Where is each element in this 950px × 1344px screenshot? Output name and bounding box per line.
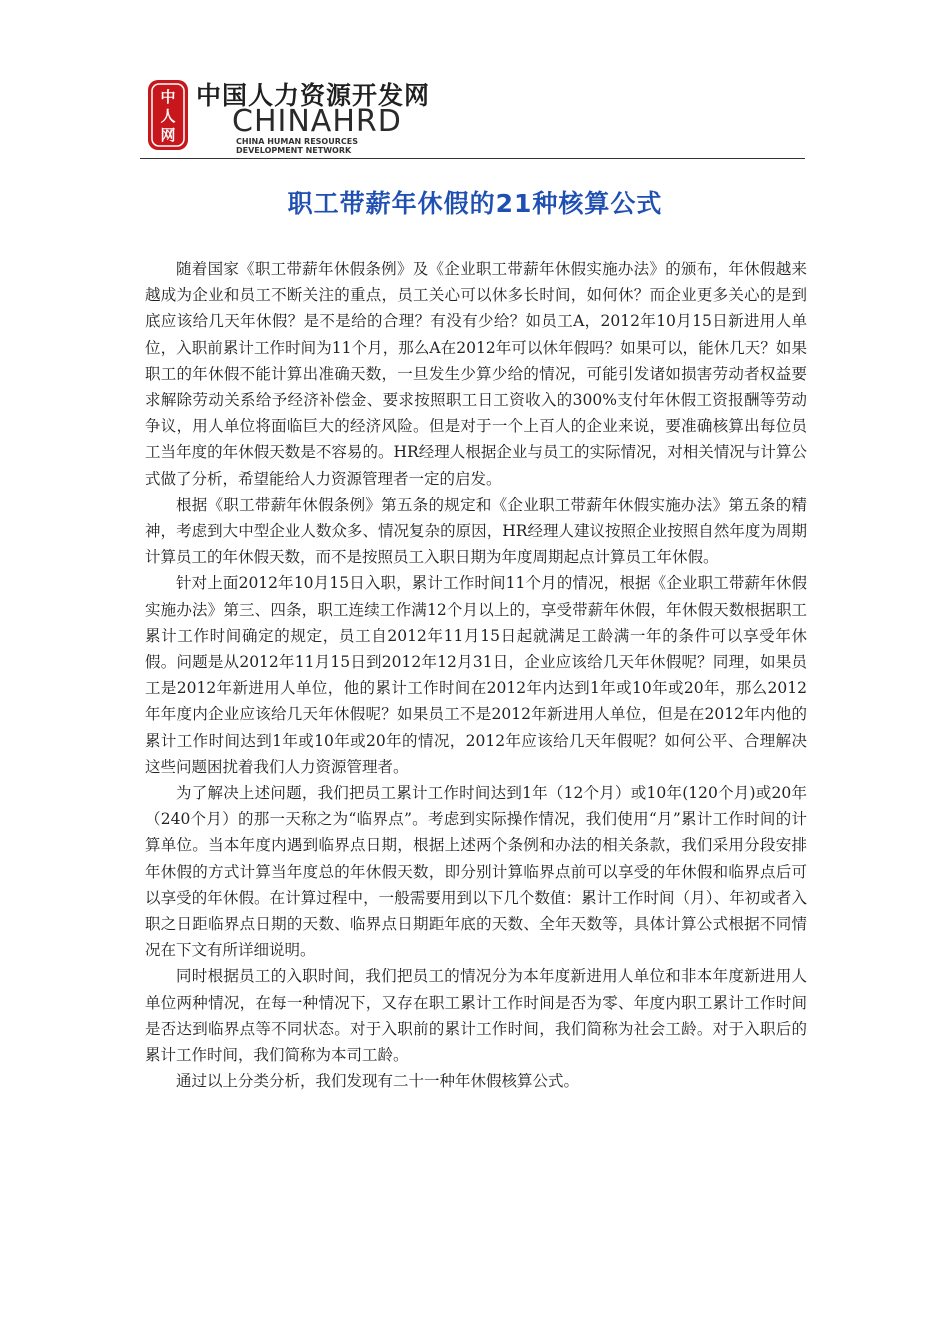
svg-text:中: 中	[160, 88, 176, 106]
paragraph-critical-point: 为了解决上述问题，我们把员工累计工作时间达到1年（12个月）或10年(120个月)或20年（240个月）的那一天称之为“临界点”。考虑到实际操作情况，我们使用“月”累计工作时间的计算单位。当本年度内遇到临界点日期，根据上述两个条例和办法的相关条款，我们采用分段安排年休假的方式计算当年度总的年休假天数，即分别计算临界点前可以享受的年休假和临界点后可以享受的年休假。在计算过程中，一般需要用到以下几个数值：累计工作时间（月）、年初或者入职之日距临界点日期的天数、临界点日期距年底的天数、全年天数等，具体计算公式根据不同情况在下文有所详细说明。	[145, 784, 807, 960]
paragraph-categories: 同时根据员工的入职时间，我们把员工的情况分为本年度新进用人单位和非本年度新进用人单位两种情况，在每一种情况下，又存在职工累计工作时间是否为零、年度内职工累计工作时间是否达到临界点等不同状态。对于入职前的累计工作时间，我们简称为社会工龄。对于入职后的累计工作时间，我们简称为本司工龄。	[145, 967, 807, 1065]
paragraph-regulation: 根据《职工带薪年休假条例》第五条的规定和《企业职工带薪年休假实施办法》第五条的精神，考虑到大中型企业人数众多、情况复杂的原因，HR经理人建议按照企业按照自然年度为周期计算员工的年休假天数，而不是按照员工入职日期为年度周期起点计算员工年休假。	[145, 495, 807, 567]
logo-english-name: CHINAHRD	[232, 104, 402, 139]
document-body	[145, 256, 807, 1095]
paragraph-conclusion: 通过以上分类分析，我们发现有二十一种年休假核算公式。	[176, 1072, 580, 1091]
page-header	[140, 70, 805, 159]
paragraph-intro: 随着国家《职工带薪年休假条例》及《企业职工带薪年休假实施办法》的颁布，年休假越来越成为企业和员工不断关注的重点，员工关心可以休多长时间，如何休？而企业更多关心的是到底应该给几天年休假？是不是给的合理？有没有少给？如员工A，2012年10月15日新进用人单位，入职前累计工作时间为11个月，那么A在2012年可以休年假吗？如果可以，能休几天？如果职工的年休假不能计算出准确天数，一旦发生少算少给的情况，可能引发诸如损害劳动者权益要求解除劳动关系给予经济补偿金、要求按照职工日工资收入的300%支付年休假工资报酬等劳动争议，用人单位将面临巨大的经济风险。但是对于一个上百人的企业来说，要准确核算出每位员工当年度的年休假天数是不容易的。HR经理人根据企业与员工的实际情况，对相关情况与计算公式做了分析，希望能给人力资源管理者一定的启发。	[145, 260, 807, 488]
logo-subtitle-line-2: DEVELOPMENT NETWORK	[236, 146, 352, 155]
paragraph-example: 针对上面2012年10月15日入职，累计工作时间11个月的情况，根据《企业职工带薪年休假实施办法》第三、四条，职工连续工作满12个月以上的，享受带薪年休假，年休假天数根据职工累计工作时间确定的规定，员工自2012年11月15日起就满足工龄满一年的条件可以享受年休假。问题是从2012年11月15日到2012年12月31日，企业应该给几天年休假呢？同理，如果员工是2012年新进用人单位，他的累计工作时间在2012年内达到1年或10年或20年，那么2012年年度内企业应该给几天年休假呢？如果员工不是2012年新进用人单位，但是在2012年内他的累计工作时间达到1年或10年或20年的情况，2012年应该给几天年假呢？如何公平、合理解决这些问题困扰着我们人力资源管理者。	[145, 574, 807, 776]
logo-subtitle-line-1: CHINA HUMAN RESOURCES	[236, 137, 358, 146]
svg-text:人: 人	[160, 107, 176, 125]
logo-chinese-name: 中国人力资源开发网	[196, 81, 431, 110]
logo-subtitle	[236, 137, 386, 155]
svg-text:网: 网	[160, 126, 176, 144]
document-title: 职工带薪年休假的21种核算公式	[287, 189, 663, 218]
chinahrd-seal-logo	[146, 78, 190, 152]
